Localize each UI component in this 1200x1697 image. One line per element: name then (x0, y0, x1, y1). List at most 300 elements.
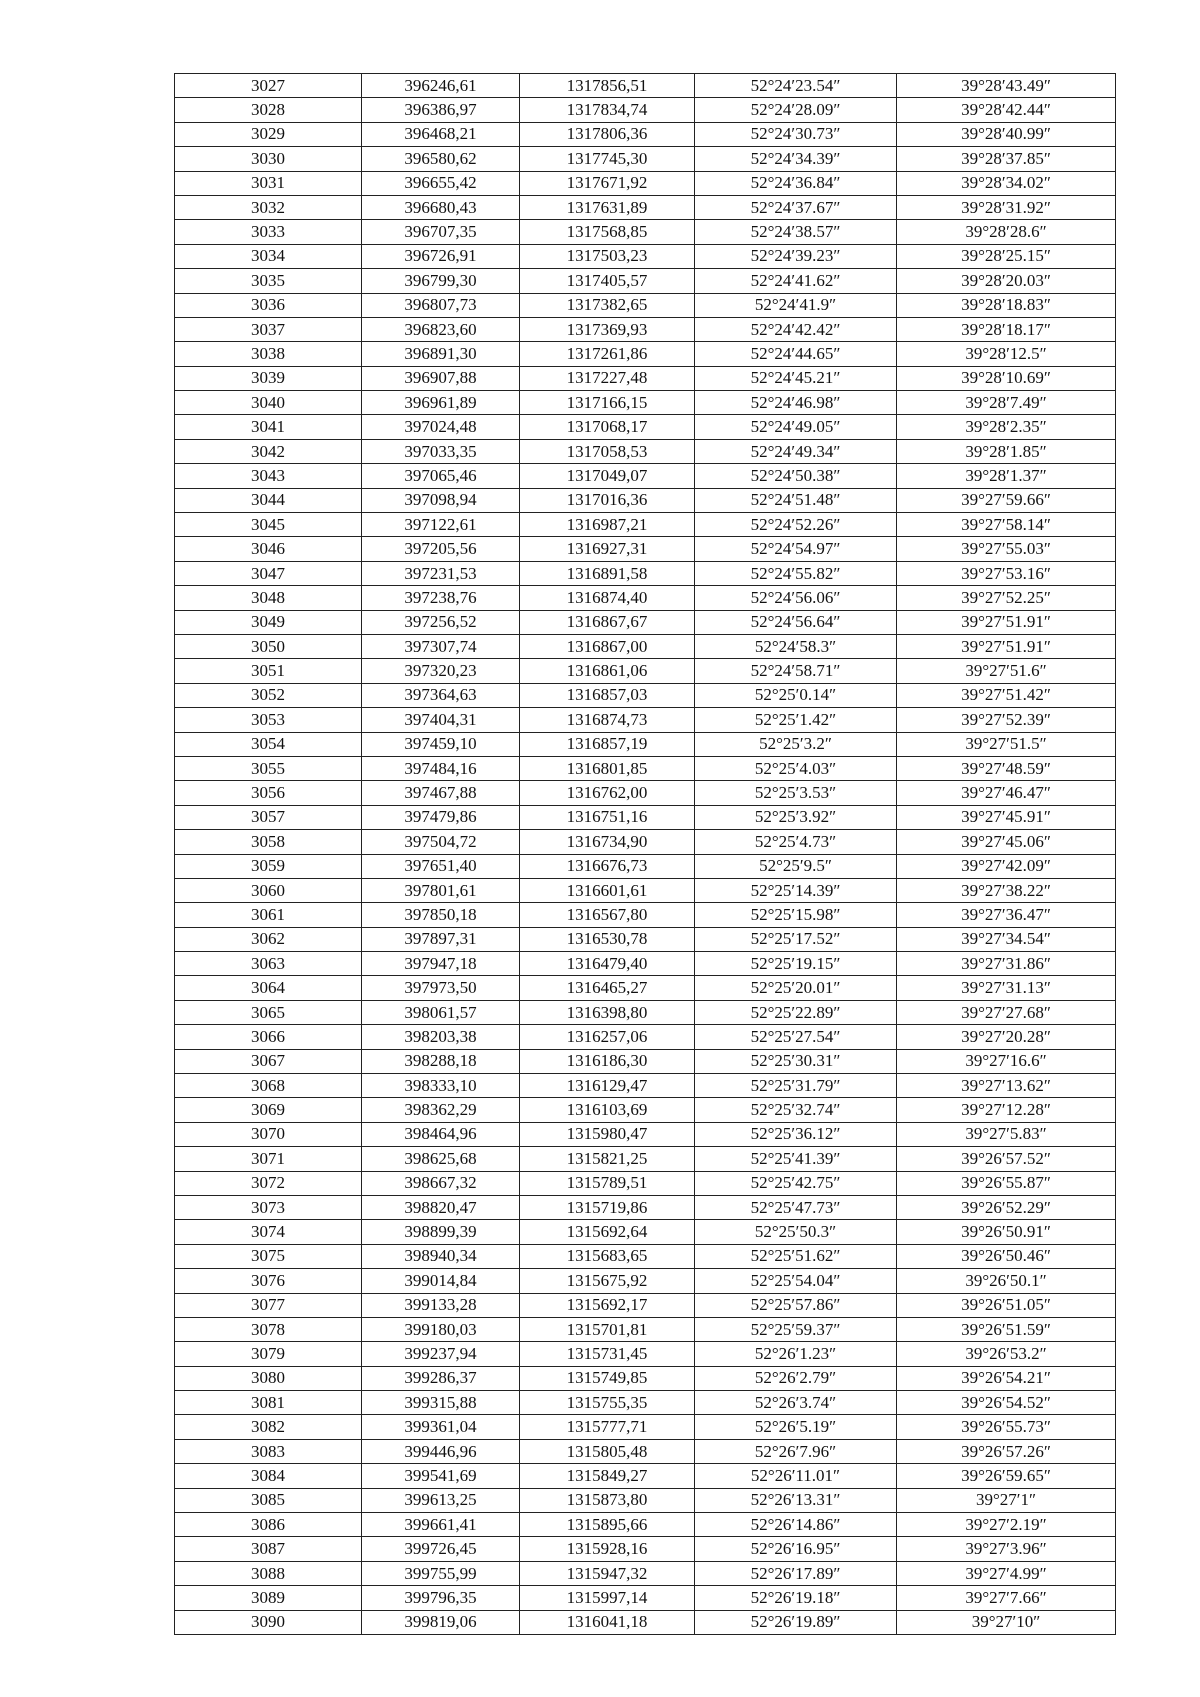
longitude-cell: 39°28′40.99″ (897, 122, 1116, 146)
x-coordinate-cell: 397231,53 (362, 561, 520, 585)
table-row (175, 952, 1116, 976)
point-number-cell: 3056 (175, 781, 362, 805)
point-number-cell: 3048 (175, 586, 362, 610)
y-coordinate-cell: 1317058,53 (520, 439, 695, 463)
x-coordinate-cell: 398362,29 (362, 1098, 520, 1122)
longitude-cell: 39°27′51.6″ (897, 659, 1116, 683)
table-row (175, 74, 1116, 98)
point-number-cell: 3032 (175, 195, 362, 219)
table-row (175, 244, 1116, 268)
table-row (175, 1439, 1116, 1463)
point-number-cell: 3075 (175, 1244, 362, 1268)
y-coordinate-cell: 1315692,17 (520, 1293, 695, 1317)
longitude-cell: 39°27′53.16″ (897, 561, 1116, 585)
latitude-cell: 52°25′54.04″ (695, 1269, 897, 1293)
table-row (175, 634, 1116, 658)
x-coordinate-cell: 397801,61 (362, 878, 520, 902)
x-coordinate-cell: 399613,25 (362, 1488, 520, 1512)
table-row (175, 1488, 1116, 1512)
x-coordinate-cell: 397484,16 (362, 756, 520, 780)
latitude-cell: 52°25′57.86″ (695, 1293, 897, 1317)
table-row (175, 122, 1116, 146)
table-row (175, 1098, 1116, 1122)
point-number-cell: 3080 (175, 1366, 362, 1390)
table-row (175, 1317, 1116, 1341)
y-coordinate-cell: 1316927,31 (520, 537, 695, 561)
y-coordinate-cell: 1316530,78 (520, 927, 695, 951)
table-row (175, 1561, 1116, 1585)
x-coordinate-cell: 397897,31 (362, 927, 520, 951)
longitude-cell: 39°28′28.6″ (897, 220, 1116, 244)
table-row (175, 683, 1116, 707)
y-coordinate-cell: 1316762,00 (520, 781, 695, 805)
y-coordinate-cell: 1315947,32 (520, 1561, 695, 1585)
longitude-cell: 39°27′36.47″ (897, 903, 1116, 927)
longitude-cell: 39°27′5.83″ (897, 1122, 1116, 1146)
y-coordinate-cell: 1316867,00 (520, 634, 695, 658)
longitude-cell: 39°27′27.68″ (897, 1000, 1116, 1024)
y-coordinate-cell: 1315873,80 (520, 1488, 695, 1512)
latitude-cell: 52°24′36.84″ (695, 171, 897, 195)
y-coordinate-cell: 1317049,07 (520, 464, 695, 488)
y-coordinate-cell: 1316857,19 (520, 732, 695, 756)
table-row (175, 732, 1116, 756)
y-coordinate-cell: 1315821,25 (520, 1147, 695, 1171)
y-coordinate-cell: 1315683,65 (520, 1244, 695, 1268)
y-coordinate-cell: 1315692,64 (520, 1220, 695, 1244)
x-coordinate-cell: 396655,42 (362, 171, 520, 195)
y-coordinate-cell: 1316103,69 (520, 1098, 695, 1122)
y-coordinate-cell: 1315997,14 (520, 1586, 695, 1610)
table-row (175, 903, 1116, 927)
point-number-cell: 3053 (175, 708, 362, 732)
point-number-cell: 3050 (175, 634, 362, 658)
y-coordinate-cell: 1315805,48 (520, 1439, 695, 1463)
y-coordinate-cell: 1316465,27 (520, 976, 695, 1000)
x-coordinate-cell: 396807,73 (362, 293, 520, 317)
table-row (175, 317, 1116, 341)
table-row (175, 488, 1116, 512)
y-coordinate-cell: 1317369,93 (520, 317, 695, 341)
table-row (175, 1049, 1116, 1073)
y-coordinate-cell: 1315701,81 (520, 1317, 695, 1341)
x-coordinate-cell: 397033,35 (362, 439, 520, 463)
latitude-cell: 52°25′32.74″ (695, 1098, 897, 1122)
point-number-cell: 3041 (175, 415, 362, 439)
latitude-cell: 52°24′28.09″ (695, 98, 897, 122)
x-coordinate-cell: 396580,62 (362, 147, 520, 171)
table-row (175, 756, 1116, 780)
longitude-cell: 39°28′1.85″ (897, 439, 1116, 463)
table-row (175, 610, 1116, 634)
x-coordinate-cell: 396707,35 (362, 220, 520, 244)
point-number-cell: 3046 (175, 537, 362, 561)
x-coordinate-cell: 399286,37 (362, 1366, 520, 1390)
point-number-cell: 3028 (175, 98, 362, 122)
point-number-cell: 3059 (175, 854, 362, 878)
table-row (175, 830, 1116, 854)
table-row (175, 1122, 1116, 1146)
table-row (175, 1000, 1116, 1024)
x-coordinate-cell: 397320,23 (362, 659, 520, 683)
y-coordinate-cell: 1316398,80 (520, 1000, 695, 1024)
y-coordinate-cell: 1316567,80 (520, 903, 695, 927)
x-coordinate-cell: 398667,32 (362, 1171, 520, 1195)
x-coordinate-cell: 398288,18 (362, 1049, 520, 1073)
latitude-cell: 52°24′50.38″ (695, 464, 897, 488)
point-number-cell: 3042 (175, 439, 362, 463)
point-number-cell: 3090 (175, 1610, 362, 1634)
latitude-cell: 52°24′23.54″ (695, 74, 897, 98)
y-coordinate-cell: 1315777,71 (520, 1415, 695, 1439)
latitude-cell: 52°26′2.79″ (695, 1366, 897, 1390)
latitude-cell: 52°26′17.89″ (695, 1561, 897, 1585)
x-coordinate-cell: 397404,31 (362, 708, 520, 732)
y-coordinate-cell: 1317631,89 (520, 195, 695, 219)
y-coordinate-cell: 1316801,85 (520, 756, 695, 780)
x-coordinate-cell: 398333,10 (362, 1074, 520, 1098)
table-row (175, 805, 1116, 829)
x-coordinate-cell: 397065,46 (362, 464, 520, 488)
longitude-cell: 39°28′31.92″ (897, 195, 1116, 219)
latitude-cell: 52°25′36.12″ (695, 1122, 897, 1146)
table-row (175, 1220, 1116, 1244)
point-number-cell: 3055 (175, 756, 362, 780)
x-coordinate-cell: 396891,30 (362, 342, 520, 366)
x-coordinate-cell: 397205,56 (362, 537, 520, 561)
longitude-cell: 39°27′46.47″ (897, 781, 1116, 805)
table-row (175, 1513, 1116, 1537)
point-number-cell: 3034 (175, 244, 362, 268)
point-number-cell: 3072 (175, 1171, 362, 1195)
y-coordinate-cell: 1315755,35 (520, 1391, 695, 1415)
point-number-cell: 3047 (175, 561, 362, 585)
longitude-cell: 39°28′10.69″ (897, 366, 1116, 390)
longitude-cell: 39°26′53.2″ (897, 1342, 1116, 1366)
point-number-cell: 3085 (175, 1488, 362, 1512)
table-row (175, 269, 1116, 293)
x-coordinate-cell: 396907,88 (362, 366, 520, 390)
longitude-cell: 39°26′57.26″ (897, 1439, 1116, 1463)
longitude-cell: 39°27′12.28″ (897, 1098, 1116, 1122)
longitude-cell: 39°27′59.66″ (897, 488, 1116, 512)
x-coordinate-cell: 397850,18 (362, 903, 520, 927)
y-coordinate-cell: 1315849,27 (520, 1464, 695, 1488)
y-coordinate-cell: 1316874,73 (520, 708, 695, 732)
y-coordinate-cell: 1316186,30 (520, 1049, 695, 1073)
x-coordinate-cell: 397504,72 (362, 830, 520, 854)
longitude-cell: 39°28′37.85″ (897, 147, 1116, 171)
latitude-cell: 52°25′59.37″ (695, 1317, 897, 1341)
point-number-cell: 3071 (175, 1147, 362, 1171)
y-coordinate-cell: 1317834,74 (520, 98, 695, 122)
latitude-cell: 52°24′58.71″ (695, 659, 897, 683)
longitude-cell: 39°28′20.03″ (897, 269, 1116, 293)
table-row (175, 976, 1116, 1000)
x-coordinate-cell: 396386,97 (362, 98, 520, 122)
y-coordinate-cell: 1316857,03 (520, 683, 695, 707)
table-row (175, 293, 1116, 317)
longitude-cell: 39°26′57.52″ (897, 1147, 1116, 1171)
longitude-cell: 39°28′18.83″ (897, 293, 1116, 317)
longitude-cell: 39°26′55.73″ (897, 1415, 1116, 1439)
point-number-cell: 3067 (175, 1049, 362, 1073)
table-row (175, 195, 1116, 219)
table-row (175, 1293, 1116, 1317)
x-coordinate-cell: 399661,41 (362, 1513, 520, 1537)
x-coordinate-cell: 397098,94 (362, 488, 520, 512)
longitude-cell: 39°27′45.06″ (897, 830, 1116, 854)
y-coordinate-cell: 1317016,36 (520, 488, 695, 512)
latitude-cell: 52°24′52.26″ (695, 513, 897, 537)
latitude-cell: 52°24′49.05″ (695, 415, 897, 439)
point-number-cell: 3049 (175, 610, 362, 634)
point-number-cell: 3084 (175, 1464, 362, 1488)
x-coordinate-cell: 399315,88 (362, 1391, 520, 1415)
y-coordinate-cell: 1317671,92 (520, 171, 695, 195)
latitude-cell: 52°26′13.31″ (695, 1488, 897, 1512)
y-coordinate-cell: 1317745,30 (520, 147, 695, 171)
longitude-cell: 39°26′52.29″ (897, 1195, 1116, 1219)
x-coordinate-cell: 398899,39 (362, 1220, 520, 1244)
point-number-cell: 3043 (175, 464, 362, 488)
table-row (175, 1171, 1116, 1195)
longitude-cell: 39°26′55.87″ (897, 1171, 1116, 1195)
y-coordinate-cell: 1315749,85 (520, 1366, 695, 1390)
point-number-cell: 3081 (175, 1391, 362, 1415)
longitude-cell: 39°27′31.13″ (897, 976, 1116, 1000)
y-coordinate-cell: 1316861,06 (520, 659, 695, 683)
y-coordinate-cell: 1315980,47 (520, 1122, 695, 1146)
y-coordinate-cell: 1316734,90 (520, 830, 695, 854)
longitude-cell: 39°28′1.37″ (897, 464, 1116, 488)
longitude-cell: 39°27′52.25″ (897, 586, 1116, 610)
longitude-cell: 39°26′54.52″ (897, 1391, 1116, 1415)
x-coordinate-cell: 398820,47 (362, 1195, 520, 1219)
latitude-cell: 52°25′51.62″ (695, 1244, 897, 1268)
point-number-cell: 3069 (175, 1098, 362, 1122)
table-row (175, 98, 1116, 122)
table-row (175, 1074, 1116, 1098)
longitude-cell: 39°28′7.49″ (897, 391, 1116, 415)
latitude-cell: 52°25′0.14″ (695, 683, 897, 707)
point-number-cell: 3088 (175, 1561, 362, 1585)
y-coordinate-cell: 1316987,21 (520, 513, 695, 537)
point-number-cell: 3079 (175, 1342, 362, 1366)
latitude-cell: 52°25′1.42″ (695, 708, 897, 732)
x-coordinate-cell: 398203,38 (362, 1025, 520, 1049)
latitude-cell: 52°25′17.52″ (695, 927, 897, 951)
latitude-cell: 52°24′30.73″ (695, 122, 897, 146)
y-coordinate-cell: 1317405,57 (520, 269, 695, 293)
table-row (175, 781, 1116, 805)
longitude-cell: 39°27′51.91″ (897, 634, 1116, 658)
x-coordinate-cell: 399446,96 (362, 1439, 520, 1463)
latitude-cell: 52°25′20.01″ (695, 976, 897, 1000)
x-coordinate-cell: 397479,86 (362, 805, 520, 829)
table-row (175, 1391, 1116, 1415)
latitude-cell: 52°24′34.39″ (695, 147, 897, 171)
point-number-cell: 3083 (175, 1439, 362, 1463)
y-coordinate-cell: 1316257,06 (520, 1025, 695, 1049)
point-number-cell: 3035 (175, 269, 362, 293)
latitude-cell: 52°25′22.89″ (695, 1000, 897, 1024)
point-number-cell: 3031 (175, 171, 362, 195)
point-number-cell: 3062 (175, 927, 362, 951)
table-row (175, 1195, 1116, 1219)
longitude-cell: 39°26′51.05″ (897, 1293, 1116, 1317)
latitude-cell: 52°26′7.96″ (695, 1439, 897, 1463)
longitude-cell: 39°26′59.65″ (897, 1464, 1116, 1488)
point-number-cell: 3087 (175, 1537, 362, 1561)
longitude-cell: 39°27′16.6″ (897, 1049, 1116, 1073)
latitude-cell: 52°24′39.23″ (695, 244, 897, 268)
point-number-cell: 3063 (175, 952, 362, 976)
longitude-cell: 39°26′54.21″ (897, 1366, 1116, 1390)
latitude-cell: 52°25′14.39″ (695, 878, 897, 902)
table-row (175, 513, 1116, 537)
y-coordinate-cell: 1317068,17 (520, 415, 695, 439)
point-number-cell: 3039 (175, 366, 362, 390)
x-coordinate-cell: 399541,69 (362, 1464, 520, 1488)
latitude-cell: 52°25′42.75″ (695, 1171, 897, 1195)
latitude-cell: 52°24′55.82″ (695, 561, 897, 585)
point-number-cell: 3077 (175, 1293, 362, 1317)
longitude-cell: 39°28′2.35″ (897, 415, 1116, 439)
x-coordinate-cell: 399819,06 (362, 1610, 520, 1634)
x-coordinate-cell: 398940,34 (362, 1244, 520, 1268)
latitude-cell: 52°25′27.54″ (695, 1025, 897, 1049)
x-coordinate-cell: 399133,28 (362, 1293, 520, 1317)
latitude-cell: 52°25′3.53″ (695, 781, 897, 805)
x-coordinate-cell: 396799,30 (362, 269, 520, 293)
longitude-cell: 39°27′10″ (897, 1610, 1116, 1634)
point-number-cell: 3054 (175, 732, 362, 756)
coordinates-table (174, 73, 1116, 1635)
point-number-cell: 3078 (175, 1317, 362, 1341)
point-number-cell: 3066 (175, 1025, 362, 1049)
point-number-cell: 3040 (175, 391, 362, 415)
table-row (175, 708, 1116, 732)
longitude-cell: 39°27′52.39″ (897, 708, 1116, 732)
table-row (175, 561, 1116, 585)
table-row (175, 342, 1116, 366)
x-coordinate-cell: 398625,68 (362, 1147, 520, 1171)
y-coordinate-cell: 1315675,92 (520, 1269, 695, 1293)
longitude-cell: 39°27′1″ (897, 1488, 1116, 1512)
table-row (175, 1586, 1116, 1610)
x-coordinate-cell: 399755,99 (362, 1561, 520, 1585)
point-number-cell: 3029 (175, 122, 362, 146)
y-coordinate-cell: 1315731,45 (520, 1342, 695, 1366)
latitude-cell: 52°24′38.57″ (695, 220, 897, 244)
table-row (175, 464, 1116, 488)
longitude-cell: 39°27′45.91″ (897, 805, 1116, 829)
x-coordinate-cell: 397024,48 (362, 415, 520, 439)
longitude-cell: 39°27′55.03″ (897, 537, 1116, 561)
x-coordinate-cell: 396961,89 (362, 391, 520, 415)
point-number-cell: 3070 (175, 1122, 362, 1146)
latitude-cell: 52°25′41.39″ (695, 1147, 897, 1171)
longitude-cell: 39°27′51.5″ (897, 732, 1116, 756)
longitude-cell: 39°27′20.28″ (897, 1025, 1116, 1049)
point-number-cell: 3089 (175, 1586, 362, 1610)
table-row (175, 1464, 1116, 1488)
point-number-cell: 3045 (175, 513, 362, 537)
table-row (175, 147, 1116, 171)
latitude-cell: 52°24′46.98″ (695, 391, 897, 415)
point-number-cell: 3060 (175, 878, 362, 902)
table-row (175, 1366, 1116, 1390)
y-coordinate-cell: 1315789,51 (520, 1171, 695, 1195)
point-number-cell: 3065 (175, 1000, 362, 1024)
point-number-cell: 3036 (175, 293, 362, 317)
table-row (175, 220, 1116, 244)
latitude-cell: 52°24′41.62″ (695, 269, 897, 293)
x-coordinate-cell: 399361,04 (362, 1415, 520, 1439)
longitude-cell: 39°27′31.86″ (897, 952, 1116, 976)
table-row (175, 1025, 1116, 1049)
point-number-cell: 3061 (175, 903, 362, 927)
x-coordinate-cell: 396726,91 (362, 244, 520, 268)
latitude-cell: 52°25′3.2″ (695, 732, 897, 756)
y-coordinate-cell: 1317382,65 (520, 293, 695, 317)
y-coordinate-cell: 1316867,67 (520, 610, 695, 634)
table-row (175, 391, 1116, 415)
latitude-cell: 52°26′11.01″ (695, 1464, 897, 1488)
latitude-cell: 52°26′16.95″ (695, 1537, 897, 1561)
latitude-cell: 52°24′58.3″ (695, 634, 897, 658)
y-coordinate-cell: 1317568,85 (520, 220, 695, 244)
point-number-cell: 3044 (175, 488, 362, 512)
y-coordinate-cell: 1317166,15 (520, 391, 695, 415)
latitude-cell: 52°25′47.73″ (695, 1195, 897, 1219)
point-number-cell: 3074 (175, 1220, 362, 1244)
x-coordinate-cell: 396823,60 (362, 317, 520, 341)
longitude-cell: 39°26′51.59″ (897, 1317, 1116, 1341)
y-coordinate-cell: 1316601,61 (520, 878, 695, 902)
x-coordinate-cell: 399796,35 (362, 1586, 520, 1610)
table-row (175, 1269, 1116, 1293)
latitude-cell: 52°26′5.19″ (695, 1415, 897, 1439)
latitude-cell: 52°25′50.3″ (695, 1220, 897, 1244)
table-row (175, 659, 1116, 683)
x-coordinate-cell: 397467,88 (362, 781, 520, 805)
y-coordinate-cell: 1316751,16 (520, 805, 695, 829)
y-coordinate-cell: 1317856,51 (520, 74, 695, 98)
x-coordinate-cell: 396246,61 (362, 74, 520, 98)
longitude-cell: 39°27′42.09″ (897, 854, 1116, 878)
table-row (175, 1415, 1116, 1439)
point-number-cell: 3051 (175, 659, 362, 683)
y-coordinate-cell: 1316874,40 (520, 586, 695, 610)
longitude-cell: 39°27′13.62″ (897, 1074, 1116, 1098)
table-row (175, 1147, 1116, 1171)
longitude-cell: 39°28′42.44″ (897, 98, 1116, 122)
longitude-cell: 39°27′2.19″ (897, 1513, 1116, 1537)
point-number-cell: 3086 (175, 1513, 362, 1537)
latitude-cell: 52°24′44.65″ (695, 342, 897, 366)
latitude-cell: 52°25′9.5″ (695, 854, 897, 878)
point-number-cell: 3058 (175, 830, 362, 854)
longitude-cell: 39°28′34.02″ (897, 171, 1116, 195)
point-number-cell: 3073 (175, 1195, 362, 1219)
point-number-cell: 3076 (175, 1269, 362, 1293)
latitude-cell: 52°24′49.34″ (695, 439, 897, 463)
x-coordinate-cell: 397459,10 (362, 732, 520, 756)
point-number-cell: 3030 (175, 147, 362, 171)
point-number-cell: 3037 (175, 317, 362, 341)
